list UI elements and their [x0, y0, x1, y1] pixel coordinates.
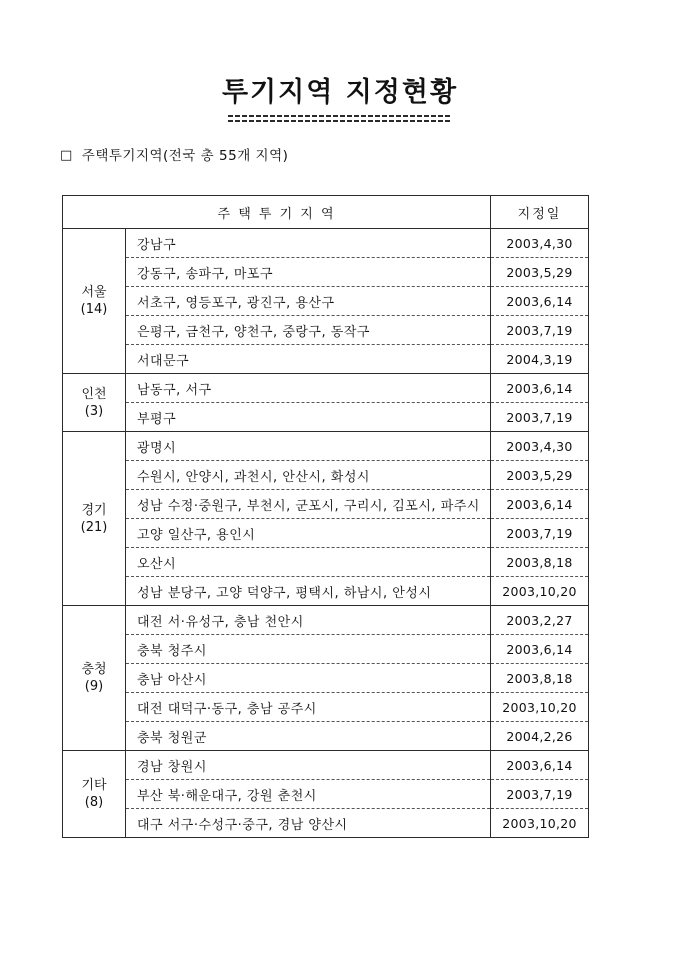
table-row: [63, 548, 589, 577]
table-row: [63, 751, 589, 780]
table-row: [63, 316, 589, 345]
region-cell-seoul: [63, 229, 126, 374]
area-cell: 서대문구: [126, 345, 491, 374]
column-header-area: 주 택 투 기 지 역: [63, 196, 491, 229]
date-cell: 2003,7,19: [491, 780, 589, 809]
region-name: 경기: [81, 502, 107, 518]
subtitle-text: 주택투기지역(전국 총 55개 지역): [81, 148, 289, 164]
region-cell-etc: [63, 751, 126, 838]
table-row: [63, 780, 589, 809]
date-cell: 2003,5,29: [491, 461, 589, 490]
table-row: [63, 606, 589, 635]
area-cell: 강남구: [126, 229, 491, 258]
area-cell: 광명시: [126, 432, 491, 461]
date-cell: 2003,5,29: [491, 258, 589, 287]
area-cell: 충북 청원군: [126, 722, 491, 751]
date-cell: 2003,8,18: [491, 548, 589, 577]
table-row: [63, 432, 589, 461]
title-underline: [228, 115, 452, 122]
region-cell-gyeonggi: [63, 432, 126, 606]
area-cell: 은평구, 금천구, 양천구, 중랑구, 동작구: [126, 316, 491, 345]
date-cell: 2003,6,14: [491, 374, 589, 403]
table-row: [63, 374, 589, 403]
date-cell: 2003,4,30: [491, 432, 589, 461]
date-cell: 2003,10,20: [491, 693, 589, 722]
table-row: [63, 519, 589, 548]
table-header-row: [63, 196, 589, 229]
subtitle: [60, 144, 680, 164]
region-count: (9): [84, 679, 104, 694]
area-cell: 남동구, 서구: [126, 374, 491, 403]
table-row: [63, 461, 589, 490]
table-row: [63, 345, 589, 374]
date-cell: 2003,6,14: [491, 635, 589, 664]
date-cell: 2003,6,14: [491, 751, 589, 780]
date-cell: 2004,2,26: [491, 722, 589, 751]
region-name: 서울: [81, 285, 107, 300]
date-cell: 2003,8,18: [491, 664, 589, 693]
table-row: [63, 229, 589, 258]
square-bullet-icon: □: [60, 148, 73, 163]
title-block: [0, 70, 680, 122]
area-cell: 고양 일산구, 용인시: [126, 519, 491, 548]
table-row: [63, 664, 589, 693]
area-cell: 충남 아산시: [126, 664, 491, 693]
table-row: [63, 287, 589, 316]
date-cell: 2003,6,14: [491, 287, 589, 316]
date-cell: 2003,7,19: [491, 403, 589, 432]
region-name: 기타: [81, 778, 107, 793]
area-cell: 강동구, 송파구, 마포구: [126, 258, 491, 287]
region-cell-incheon: [63, 374, 126, 432]
region-count: (3): [84, 403, 104, 419]
column-header-date: 지정일: [491, 196, 589, 229]
region-name: 인천: [81, 386, 107, 402]
region-count: (14): [80, 302, 108, 317]
date-cell: 2003,4,30: [491, 229, 589, 258]
table-row: [63, 635, 589, 664]
area-cell: 부평구: [126, 403, 491, 432]
table-row: [63, 809, 589, 838]
area-cell: 대구 서구·수성구·중구, 경남 양산시: [126, 809, 491, 838]
area-cell: 수원시, 안양시, 과천시, 안산시, 화성시: [126, 461, 491, 490]
area-cell: 대전 대덕구·동구, 충남 공주시: [126, 693, 491, 722]
area-cell: 충북 청주시: [126, 635, 491, 664]
table-row: [63, 490, 589, 519]
area-cell: 성남 분당구, 고양 덕양구, 평택시, 하남시, 안성시: [126, 577, 491, 606]
area-cell: 경남 창원시: [126, 751, 491, 780]
table-row: [63, 403, 589, 432]
table-row: [63, 577, 589, 606]
date-cell: 2003,10,20: [491, 809, 589, 838]
date-cell: 2004,3,19: [491, 345, 589, 374]
page-title: 투기지역 지정현황: [221, 77, 459, 108]
area-cell: 성남 수정·중원구, 부천시, 군포시, 구리시, 김포시, 파주시: [126, 490, 491, 519]
table-row: [63, 258, 589, 287]
area-cell: 서초구, 영등포구, 광진구, 용산구: [126, 287, 491, 316]
region-count: (8): [84, 795, 104, 810]
date-cell: 2003,7,19: [491, 519, 589, 548]
table-row: [63, 722, 589, 751]
region-cell-chungcheong: [63, 606, 126, 751]
table-row: [63, 693, 589, 722]
area-cell: 오산시: [126, 548, 491, 577]
area-cell: 대전 서·유성구, 충남 천안시: [126, 606, 491, 635]
area-cell: 부산 북·해운대구, 강원 춘천시: [126, 780, 491, 809]
date-cell: 2003,10,20: [491, 577, 589, 606]
region-count: (21): [80, 519, 108, 535]
region-name: 충청: [81, 662, 107, 677]
date-cell: 2003,2,27: [491, 606, 589, 635]
date-cell: 2003,7,19: [491, 316, 589, 345]
date-cell: 2003,6,14: [491, 490, 589, 519]
speculation-zone-table: [62, 195, 589, 838]
